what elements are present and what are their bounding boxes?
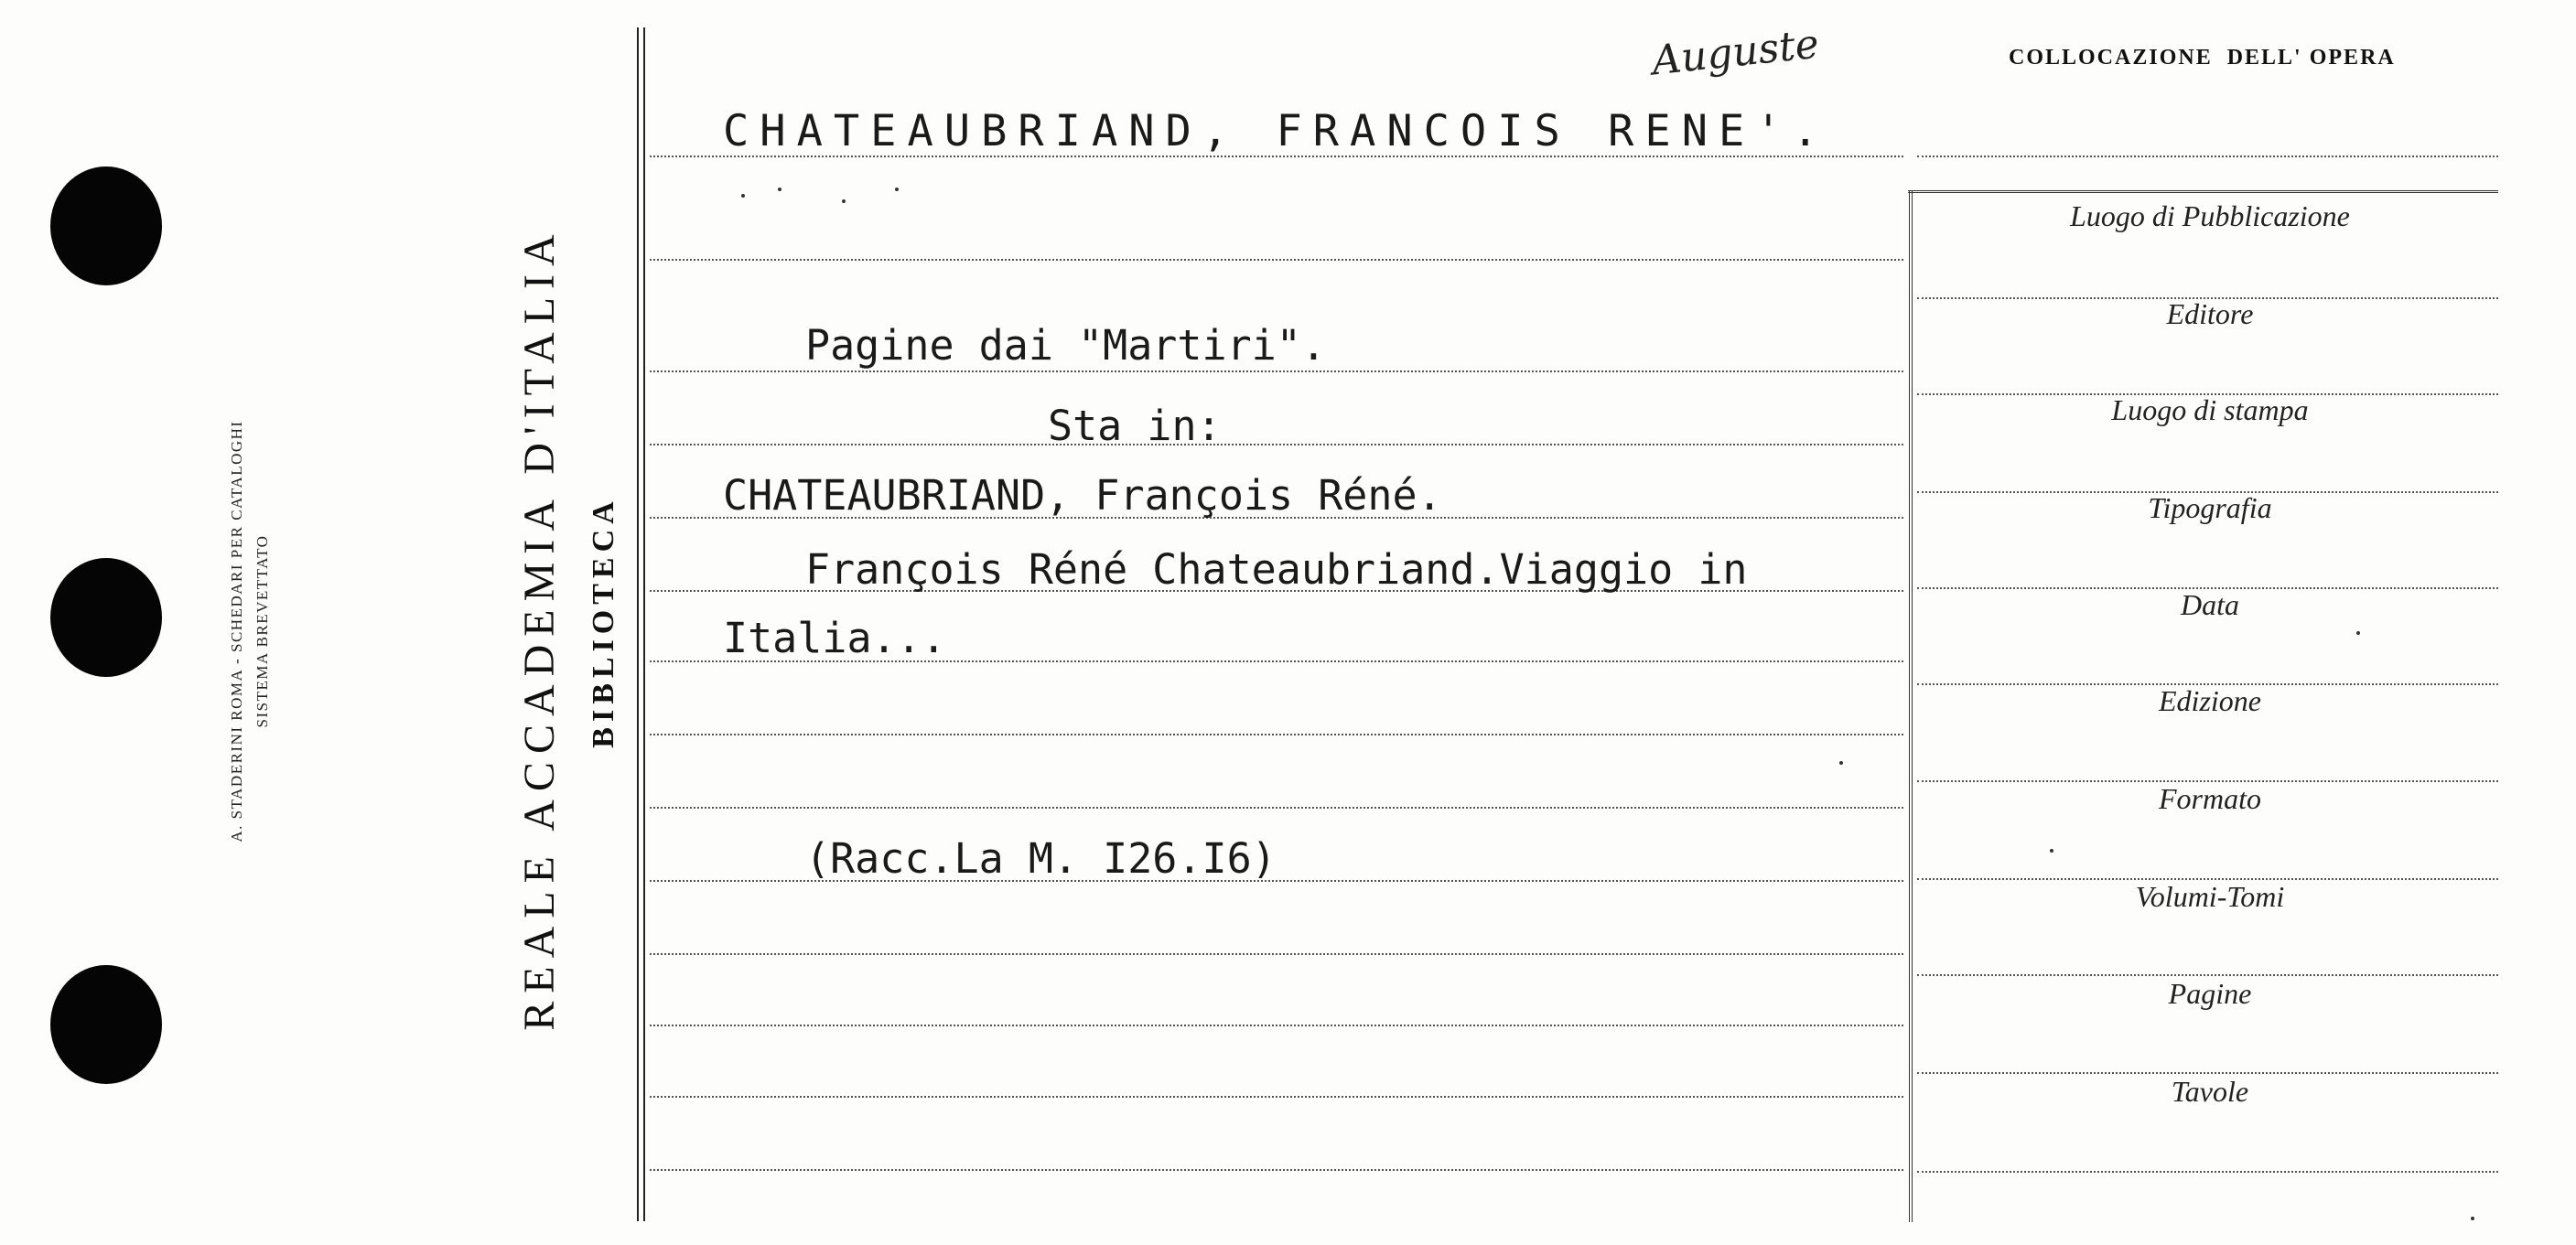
punch-hole-middle [50, 558, 162, 677]
work-title: Pagine dai "Martiri". [805, 321, 1326, 370]
punch-hole-top [50, 166, 162, 285]
library-name: BIBLIOTECA [587, 496, 620, 748]
field-label-tavole: Tavole [2171, 1075, 2249, 1108]
host-title-line2: Italia... [723, 614, 946, 662]
collocazione-heading: COLLOCAZIONE DELL' OPERA [2009, 46, 2396, 70]
institution-name: REALE ACCADEMIA D'ITALIA [515, 226, 564, 1031]
field-label-editore: Editore [2166, 297, 2254, 330]
host-author: CHATEAUBRIAND, François Réné. [723, 471, 1442, 520]
field-label-tipografia: Tipografia [2148, 491, 2272, 524]
host-title-line1: François Réné Chateaubriand.Viaggio in [805, 545, 1748, 594]
printer-note [224, 348, 275, 915]
field-label-formato: Formato [2159, 782, 2261, 815]
handwritten-forename: Auguste [1649, 20, 1822, 85]
author-heading: CHATEAUBRIAND, FRANCOIS RENE'. [723, 106, 1829, 156]
printer-note-line2: SISTEMA BREVETTATO [253, 534, 271, 728]
panel-frame-top [1908, 190, 2498, 193]
field-label-luogo-stampa: Luogo di stampa [2111, 393, 2309, 426]
field-label-edizione: Edizione [2159, 684, 2261, 717]
field-label-luogo-pubblicazione: Luogo di Pubblicazione [2070, 199, 2350, 232]
margin-rule-right [643, 27, 645, 1221]
punch-hole-bottom [50, 965, 162, 1084]
field-label-pagine: Pagine [2168, 977, 2252, 1010]
contained-in-label: Sta in: [1048, 402, 1222, 450]
printer-note-line1: A. STADERINI ROMA - SCHEDARI PER CATALOGHI [228, 420, 245, 843]
field-label-volumi-tomi: Volumi-Tomi [2135, 880, 2285, 913]
shelfmark: (Racc.La M. I26.I6) [805, 834, 1277, 883]
field-label-data: Data [2181, 588, 2239, 621]
panel-frame-left [1909, 190, 1913, 1222]
margin-rule-left [637, 27, 639, 1221]
